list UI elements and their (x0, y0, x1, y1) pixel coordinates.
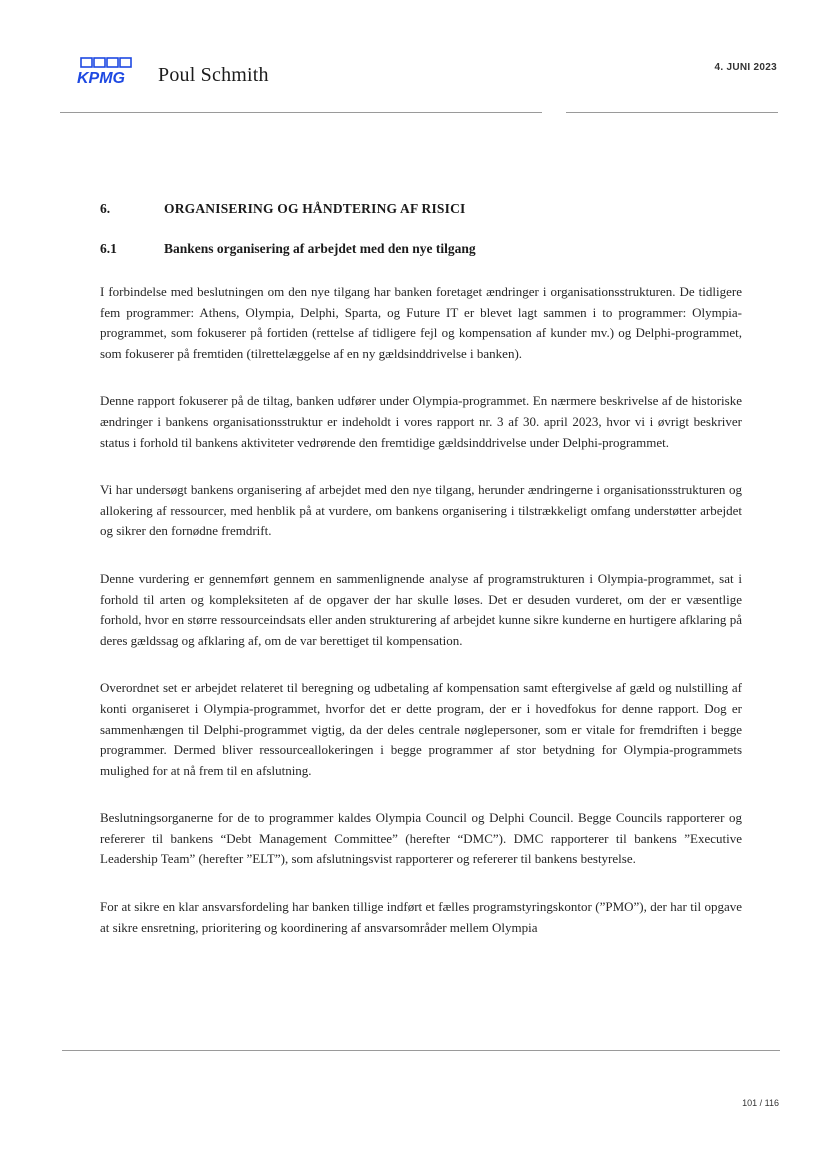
paragraph: I forbindelse med beslutningen om den nye tilgang har banken foretaget ændringer i organisationsstrukturen. De tidligere fem programmer: Athens, Olympia, Delphi, Sparta, og Future IT er blevet lagt sammen i to programmer: Olympia-programmet, som fokuserer på fortiden (rettelse af tidligere fejl og kompensation af kunder mv.) og Delphi-programmet, som fokuserer på fremtiden (tilrettelæggelse af en ny gældsinddrivelse i banken). (100, 284, 742, 361)
section-number: 6. (100, 201, 111, 216)
subsection-number: 6.1 (100, 241, 117, 256)
header-rule-left (60, 112, 542, 113)
page-number: 101 / 116 (742, 1098, 779, 1108)
paragraph: Beslutningsorganerne for de to programmer kaldes Olympia Council og Delphi Council. Begge Councils rapporterer og refererer til bankens “Debt Management Committee” (herefter “DMC”). DMC rapporterer til bankens ”Executive Leadership Team” (herefter ”ELT”), som afslutningsvist rapporterer og refererer til bankens bestyrelse. (100, 810, 742, 867)
footer-rule (62, 1050, 780, 1051)
paragraph: For at sikre en klar ansvarsfordeling har banken tillige indført et fælles programstyringskontor (”PMO”), der har til opgave at sikre ensretning, prioritering og koordinering af ansvarsområder mellem Olympia (100, 899, 742, 935)
svg-text:KPMG: KPMG (77, 70, 125, 87)
paragraph: Denne vurdering er gennemført gennem en sammenlignende analyse af programstrukturen i Olympia-programmet, sat i forhold til arten og kompleksiteten af de opgaver der har skulle løses. Det er desuden vurderet, om der er væsentlige forhold, hvor en større ressourceindsats eller anden strukturering af arbejdet kunne sikre kunderne en hurtigere afklaring på deres gældssag og afklaring af, om de var berettiget til kompensation. (100, 570, 742, 648)
body-text (100, 282, 742, 965)
header-rule-right (566, 112, 778, 113)
paragraph: Vi har undersøgt bankens organisering af arbejdet med den nye tilgang, herunder ændringerne i organisationsstrukturen og allokering af ressourcer, med henblik på at vurdere, om bankens organisering i tilstrækkeligt omfang understøtter arbejdet og sikrer den fornødne fremdrift. (100, 482, 742, 539)
report-date: 4. JUNI 2023 (714, 62, 777, 73)
paragraph: Overordnet set er arbejdet relateret til beregning og udbetaling af kompensation samt eftergivelse af gæld og nulstilling af konti organiseret i Olympia-programmet, hvorfor det er dette program, der er i hovedfokus for denne rapport. Dog er sammenhængen til Delphi-programmet vigtig, da der deles centrale nøglepersoner, som er vitale for fremdriften i begge programmer. Dermed bliver ressourceallokeringen i begge programmer af stor betydning for Olympia-programmets mulighed for at nå frem til en afslutning. (100, 680, 742, 778)
subsection-title: Bankens organisering af arbejdet med den nye tilgang (164, 241, 476, 256)
author-name: Poul Schmith (158, 64, 269, 86)
kpmg-logo (76, 55, 140, 87)
paragraph: Denne rapport fokuserer på de tiltag, banken udfører under Olympia-programmet. En nærmere beskrivelse af de historiske ændringer i bankens organisationsstruktur er indeholdt i vores rapport nr. 3 af 30. april 2023, hvor vi i øvrigt beskriver status i forhold til bankens aktiviteter vedrørende den fremtidige gældsinddrivelse under Delphi-programmet. (100, 393, 742, 450)
section-title: ORGANISERING OG HÅNDTERING AF RISICI (164, 201, 466, 216)
